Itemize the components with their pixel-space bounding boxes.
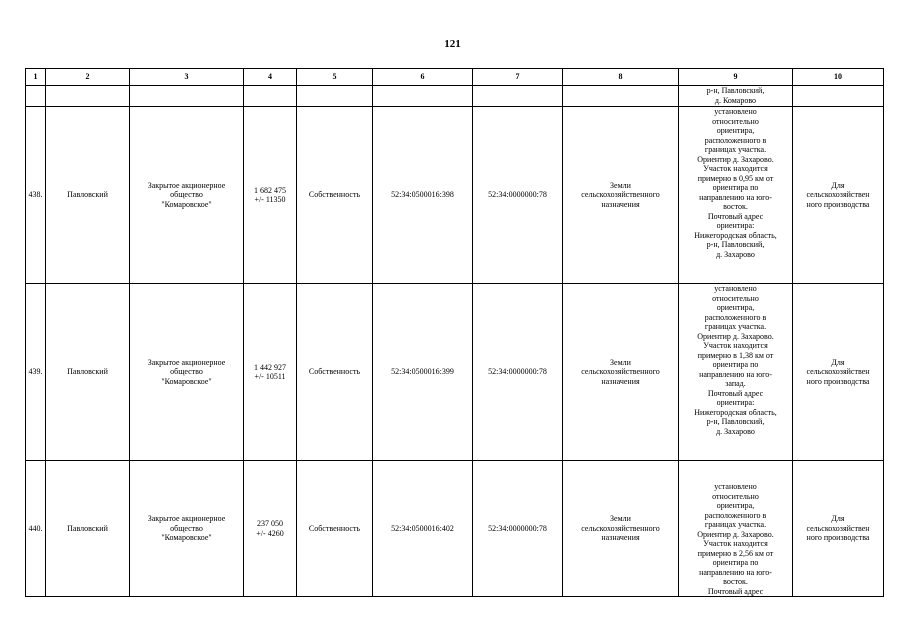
location-line: Участок находится — [703, 341, 768, 350]
cadastral-number-cell: 52:34:0500016:402 — [373, 461, 473, 597]
location-line: Ориентир д. Захарово. — [697, 331, 774, 341]
permitted-use-cell — [793, 107, 884, 284]
area-line: 237 050 — [257, 519, 283, 528]
use-line: ного производства — [806, 376, 870, 386]
category-line: сельскохозяйственного — [581, 523, 660, 533]
location-line: ориентира по — [712, 558, 759, 567]
location-line: Ориентир д. Захарово. — [697, 154, 774, 164]
category-line: назначения — [601, 533, 640, 543]
location-line: границах участка. — [704, 520, 767, 529]
area-line: +/- 4260 — [256, 528, 284, 538]
use-line: Для — [831, 357, 845, 367]
location-line: Участок находится — [703, 539, 768, 548]
column-header: 9 — [679, 69, 793, 86]
location-line: ориентира: — [716, 398, 755, 407]
location-line: ориентира, — [716, 303, 755, 312]
category-line: Земли — [610, 514, 631, 524]
holder-line: "Комаровское" — [161, 533, 212, 543]
parent-cadastral-cell: 52:34:0000000:78 — [473, 284, 563, 461]
district-cell: Павловский — [46, 107, 130, 284]
column-header: 3 — [130, 69, 244, 86]
location-line: р-н, Павловский, — [706, 240, 765, 249]
right-type-cell: Собственность — [297, 461, 373, 597]
holder-line: Закрытое акционерное — [147, 514, 226, 524]
location-line: Почтовый адрес — [707, 211, 764, 221]
location-line: Нижегородская область, — [694, 230, 777, 240]
holder-line: Закрытое акционерное — [147, 357, 226, 367]
holder-line: общество — [170, 523, 203, 533]
location-line: д. Комарово — [714, 95, 757, 105]
holder-line: "Комаровское" — [161, 199, 212, 209]
location-line: границах участка. — [704, 145, 767, 154]
column-header: 7 — [473, 69, 563, 86]
use-line: сельскохозяйствен — [806, 523, 870, 533]
location-line: ориентира: — [716, 221, 755, 230]
location-cell — [679, 461, 793, 597]
location-line: восток. — [723, 577, 748, 586]
cadastral-number-cell: 52:34:0500016:398 — [373, 107, 473, 284]
location-line: установлено — [714, 482, 757, 491]
location-line: установлено — [714, 284, 757, 293]
area-line: +/- 11350 — [254, 195, 286, 204]
location-line: запад. — [725, 379, 746, 388]
area-cell — [244, 107, 297, 284]
land-category-cell — [563, 284, 679, 461]
column-header: 6 — [373, 69, 473, 86]
use-line: ного производства — [806, 199, 870, 209]
location-line: относительно — [712, 293, 759, 303]
location-cell — [679, 284, 793, 461]
land-register-table — [25, 68, 884, 597]
area-line: +/- 10511 — [254, 372, 286, 381]
permitted-use-cell — [793, 461, 884, 597]
location-line: примерно в 1,38 км от — [697, 350, 774, 360]
location-line: ориентира, — [716, 501, 755, 510]
continuation-location — [679, 86, 793, 107]
location-line: расположенного в — [704, 135, 767, 145]
category-line: сельскохозяйственного — [581, 367, 660, 377]
parent-cadastral-cell: 52:34:0000000:78 — [473, 461, 563, 597]
land-category-cell — [563, 461, 679, 597]
location-line: д. Захарово — [716, 249, 755, 259]
location-line: примерно в 0,95 км от — [697, 173, 774, 183]
location-line: направлению на юго- — [699, 369, 772, 379]
location-line: р-н, Павловский, — [706, 417, 765, 426]
holder-cell — [130, 284, 244, 461]
use-line: сельскохозяйствен — [806, 367, 870, 377]
district-cell: Павловский — [46, 284, 130, 461]
table-row — [26, 284, 884, 461]
page-number: 121 — [444, 38, 461, 50]
location-line: ориентира, — [716, 126, 755, 135]
location-line: Почтовый адрес — [707, 586, 764, 596]
category-line: Земли — [610, 180, 631, 190]
area-cell — [244, 284, 297, 461]
row-number: 440. — [26, 461, 46, 597]
land-category-cell — [563, 107, 679, 284]
right-type-cell: Собственность — [297, 284, 373, 461]
continuation-row — [26, 86, 884, 107]
location-line: ориентира по — [712, 360, 759, 369]
district-cell: Павловский — [46, 461, 130, 597]
use-line: Для — [831, 514, 845, 524]
column-header: 10 — [793, 69, 884, 86]
location-line: д. Захарово — [716, 426, 755, 436]
table-row — [26, 461, 884, 597]
location-line: установлено — [714, 107, 757, 116]
table-row — [26, 107, 884, 284]
location-line: Участок находится — [703, 164, 768, 173]
area-line: 1 442 927 — [254, 362, 286, 372]
location-line: Ориентир д. Захарово. — [697, 529, 774, 539]
row-number: 439. — [26, 284, 46, 461]
location-line: Почтовый адрес — [707, 388, 764, 398]
location-line: границах участка. — [704, 322, 767, 331]
holder-line: общество — [170, 367, 203, 377]
holder-line: "Комаровское" — [161, 376, 212, 386]
column-header: 8 — [563, 69, 679, 86]
column-header: 2 — [46, 69, 130, 86]
header-row — [26, 69, 884, 86]
location-line: относительно — [712, 116, 759, 126]
category-line: Земли — [610, 357, 631, 367]
use-line: сельскохозяйствен — [806, 190, 870, 200]
holder-line: общество — [170, 190, 203, 200]
location-line: р-н, Павловский, — [706, 86, 765, 95]
category-line: назначения — [601, 199, 640, 209]
column-header: 4 — [244, 69, 297, 86]
holder-line: Закрытое акционерное — [147, 180, 226, 190]
category-line: сельскохозяйственного — [581, 190, 660, 200]
holder-cell — [130, 107, 244, 284]
parent-cadastral-cell: 52:34:0000000:78 — [473, 107, 563, 284]
location-cell — [679, 107, 793, 284]
column-header: 1 — [26, 69, 46, 86]
holder-cell — [130, 461, 244, 597]
area-line: 1 682 475 — [254, 185, 286, 195]
permitted-use-cell — [793, 284, 884, 461]
use-line: Для — [831, 180, 845, 190]
right-type-cell: Собственность — [297, 107, 373, 284]
cadastral-number-cell: 52:34:0500016:399 — [373, 284, 473, 461]
location-line: направлению на юго- — [699, 567, 772, 577]
location-line: ориентира по — [712, 183, 759, 192]
location-line: примерно в 2,56 км от — [697, 548, 774, 558]
row-number: 438. — [26, 107, 46, 284]
category-line: назначения — [601, 376, 640, 386]
use-line: ного производства — [806, 533, 870, 543]
location-line: относительно — [712, 491, 759, 501]
area-cell — [244, 461, 297, 597]
location-line: восток. — [723, 202, 748, 211]
column-header: 5 — [297, 69, 373, 86]
location-line: расположенного в — [704, 510, 767, 520]
location-line: расположенного в — [704, 312, 767, 322]
location-line: направлению на юго- — [699, 192, 772, 202]
location-line: Нижегородская область, — [694, 407, 777, 417]
